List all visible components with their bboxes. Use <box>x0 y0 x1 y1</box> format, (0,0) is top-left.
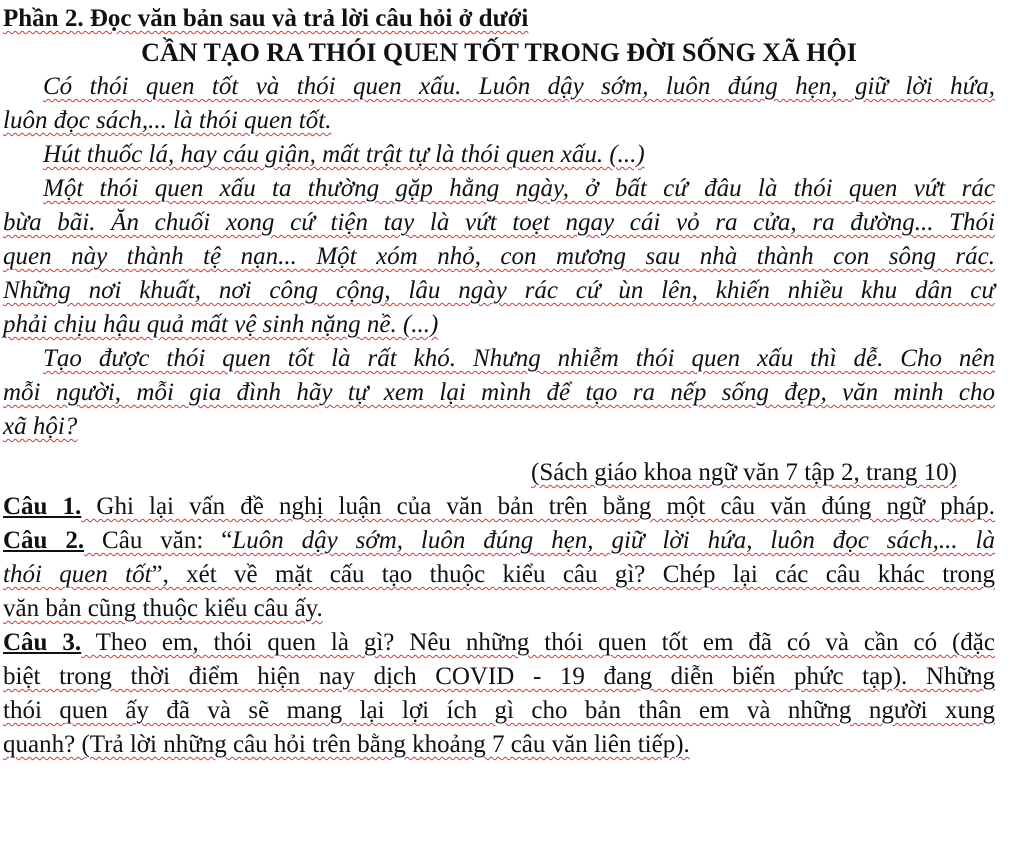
document-page <box>3 0 995 762</box>
passage-title <box>3 36 995 70</box>
section-heading-text: Phần 2. Đọc văn bản sau và trả lời câu hỏi ở dưới <box>3 5 529 32</box>
question-2-text: ”, xét về mặt cấu tạo thuộc kiểu câu gì? Chép lại các câu khác trong <box>151 561 995 588</box>
paragraph-3-line-4 <box>3 274 995 308</box>
paragraph-3-line-3 <box>3 240 995 274</box>
source-citation <box>3 456 995 490</box>
question-2-label: Câu 2. <box>3 527 85 554</box>
passage-text: mỗi người, mỗi gia đình hãy tự xem lại mình để tạo ra nếp sống đẹp, văn minh cho <box>3 379 995 406</box>
question-1 <box>3 490 995 524</box>
passage-title-text: CẦN TẠO RA THÓI QUEN TỐT TRONG ĐỜI SỐNG XÃ HỘI <box>141 38 857 67</box>
passage-text: xã hội? <box>3 413 78 440</box>
question-2-text: Câu văn: “ <box>84 527 233 554</box>
question-3-text: thói quen ấy đã và sẽ mang lại lợi ích gì cho bản thân em và những người xung <box>3 697 995 724</box>
question-3-label: Câu 3. <box>3 629 82 656</box>
question-3-line-2 <box>3 660 995 694</box>
paragraph-3-line-1 <box>3 172 995 206</box>
question-2-quote: Luôn dậy sớm, luôn đúng hẹn, giữ lời hứa, luôn đọc sách,... là <box>232 527 995 554</box>
question-3-text: quanh? (Trả lời những câu hỏi trên bằng khoảng 7 câu văn liên tiếp). <box>3 731 690 758</box>
question-2-quote: thói quen tốt <box>3 561 152 588</box>
passage-text: phải chịu hậu quả mất vệ sinh nặng nề. (...) <box>3 311 439 338</box>
question-3-line-4 <box>3 728 995 762</box>
section-heading <box>3 2 995 36</box>
passage-text: Những nơi khuất, nơi công cộng, lâu ngày rác cứ ùn lên, khiến nhiều khu dân cư <box>3 277 995 304</box>
passage-text: luôn đọc sách,... là thói quen tốt. <box>3 107 332 134</box>
passage-text: Hút thuốc lá, hay cáu giận, mất trật tự là thói quen xấu. (...) <box>43 141 645 168</box>
source-text: (Sách giáo khoa ngữ văn 7 tập 2, trang 10) <box>531 459 957 486</box>
paragraph-4-line-3 <box>3 410 995 444</box>
question-3-text: biệt trong thời điểm hiện nay dịch COVID - 19 đang diễn biến phức tạp). Những <box>3 663 995 690</box>
question-3-line-3 <box>3 694 995 728</box>
question-1-label: Câu 1. <box>3 493 82 520</box>
paragraph-1-line-1 <box>3 70 995 104</box>
question-3-line-1 <box>3 626 995 660</box>
passage-text: Tạo được thói quen tốt là rất khó. Nhưng nhiễm thói quen xấu thì dễ. Cho nên <box>43 345 995 372</box>
paragraph-1-line-2 <box>3 104 995 138</box>
question-1-text: Ghi lại vấn đề nghị luận của văn bản trên bằng một câu văn đúng ngữ pháp. <box>81 493 995 520</box>
passage-text: bừa bãi. Ăn chuối xong cứ tiện tay là vứt toẹt ngay cái vỏ ra cửa, ra đường... Thói <box>3 209 995 236</box>
paragraph-3-line-2 <box>3 206 995 240</box>
question-2-text: văn bản cũng thuộc kiểu câu ấy. <box>3 595 323 622</box>
paragraph-4-line-1 <box>3 342 995 376</box>
question-2-line-3 <box>3 592 995 626</box>
paragraph-4-line-2 <box>3 376 995 410</box>
question-2-line-2 <box>3 558 995 592</box>
question-2-line-1 <box>3 524 995 558</box>
passage-text: Một thói quen xấu ta thường gặp hằng ngày, ở bất cứ đâu là thói quen vứt rác <box>43 175 995 202</box>
paragraph-3-line-5 <box>3 308 995 342</box>
passage-text: Có thói quen tốt và thói quen xấu. Luôn dậy sớm, luôn đúng hẹn, giữ lời hứa, <box>43 73 995 100</box>
passage-text: quen này thành tệ nạn... Một xóm nhỏ, con mương sau nhà thành con sông rác. <box>3 243 995 270</box>
paragraph-2-line-1 <box>3 138 995 172</box>
question-3-text: Theo em, thói quen là gì? Nêu những thói quen tốt em đã có và cần có (đặc <box>81 629 995 656</box>
